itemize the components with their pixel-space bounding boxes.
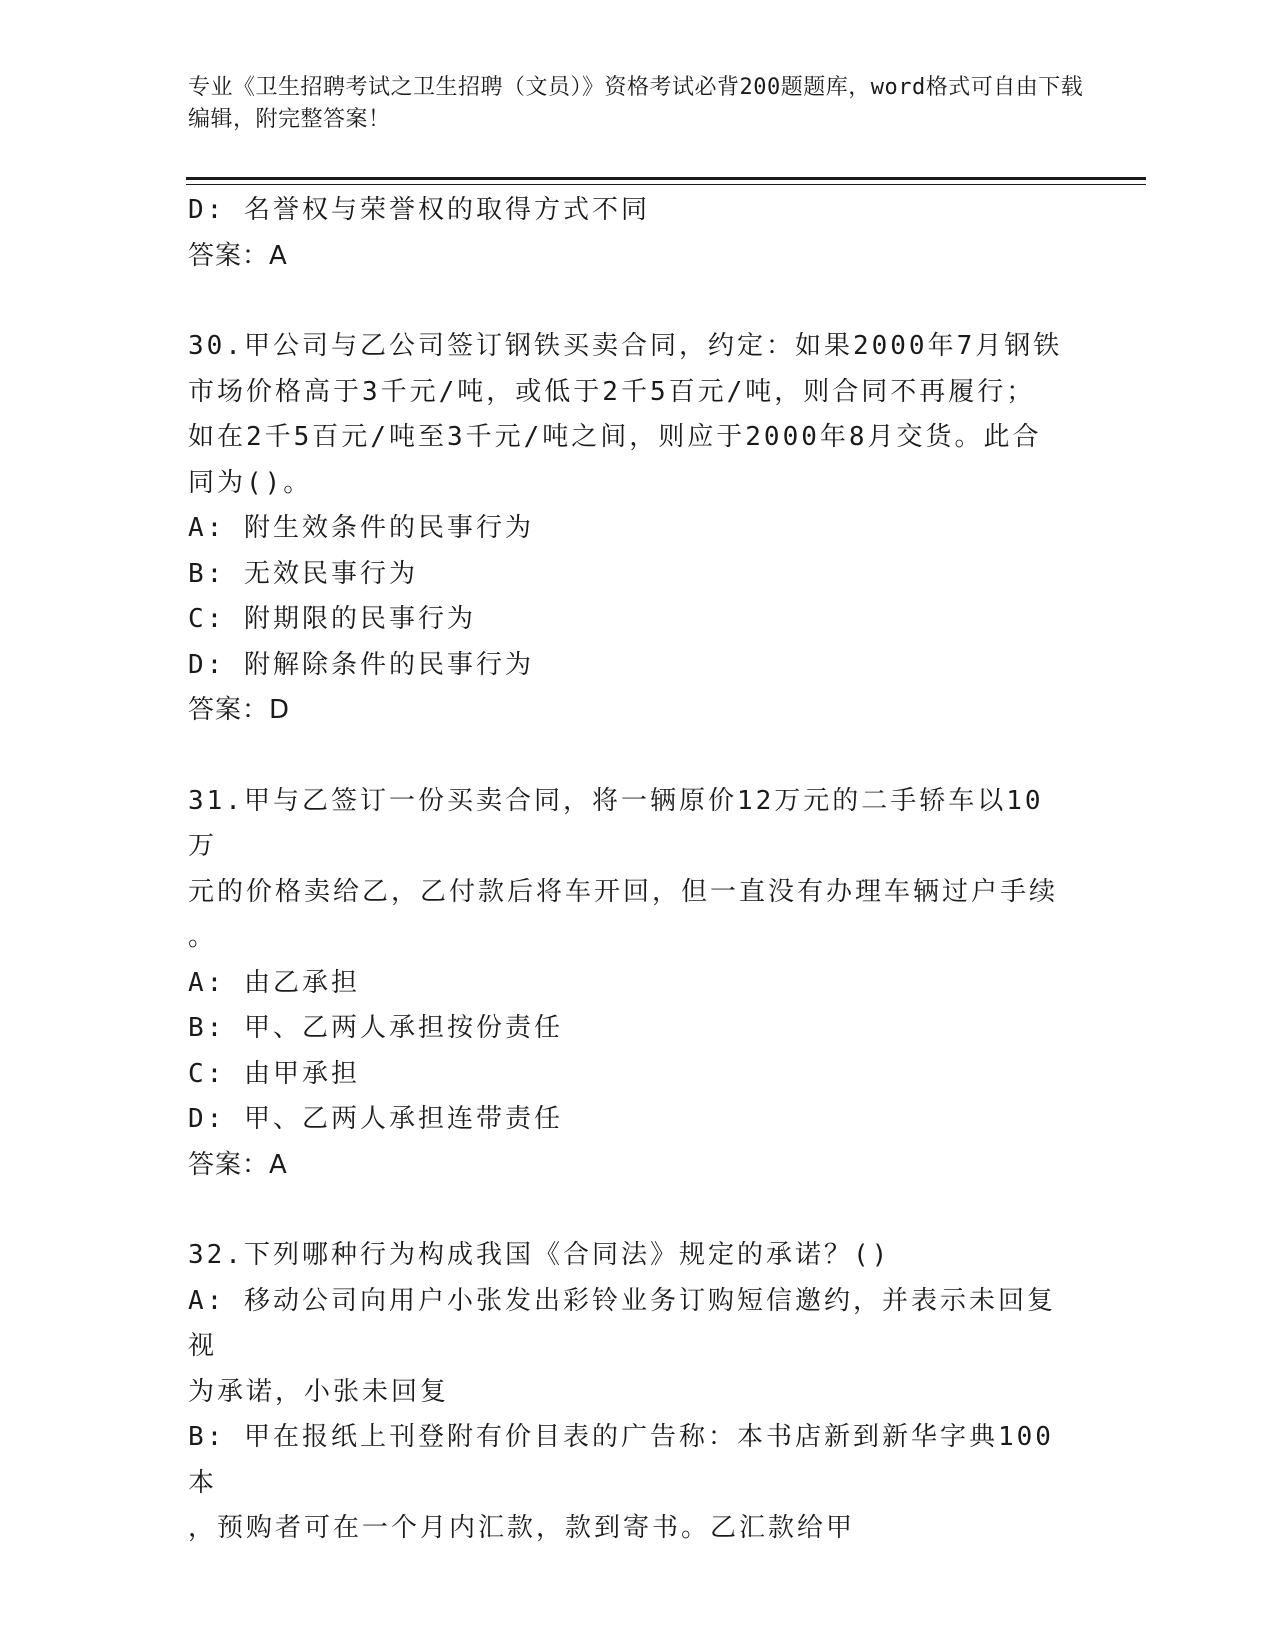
option-line: ，预购者可在一个月内汇款，款到寄书。乙汇款给甲	[188, 1513, 856, 1543]
question-32	[188, 1233, 1068, 1552]
spacer	[188, 279, 1068, 324]
option-line: A: 移动公司向用户小张发出彩铃业务订购短信邀约，并表示未回复视	[188, 1285, 1056, 1361]
spacer	[188, 734, 1068, 779]
header-rule-thin	[186, 184, 1146, 185]
question-stem-line: 市场价格高于3千元/吨，或低于2千5百元/吨，则合同不再履行；	[188, 376, 1036, 407]
previous-question	[188, 188, 1068, 279]
option-a: A: 附生效条件的民事行为	[188, 513, 534, 543]
question-stem-line: 30.甲公司与乙公司签订钢铁买卖合同，约定：如果2000年7月钢铁	[188, 331, 1063, 361]
page-header: 专业《卫生招聘考试之卫生招聘（文员）》资格考试必背200题题库，word格式可自由下载编辑，附完整答案！	[188, 75, 1084, 132]
question-stem-line: 同为()。	[188, 467, 313, 498]
question-31	[188, 779, 1068, 1189]
answer: 答案：D	[188, 695, 291, 725]
question-stem-line: 。	[188, 922, 218, 952]
option-c: C: 附期限的民事行为	[188, 604, 476, 634]
option-line: 为承诺，小张未回复	[188, 1376, 450, 1407]
question-stem-line: 元的价格卖给乙，乙付款后将车开回，但一直没有办理车辆过户手续	[188, 876, 1059, 907]
option-a: A: 由乙承担	[188, 967, 360, 998]
question-stem-line: 如在2千5百元/吨至3千元/吨之间，则应于2000年8月交货。此合	[188, 422, 1042, 452]
answer: 答案：A	[188, 1149, 288, 1180]
spacer	[188, 1188, 1068, 1233]
document-body	[188, 188, 1068, 1552]
answer: 答案：A	[188, 240, 288, 271]
option-d: D: 名誉权与荣誉权的取得方式不同	[188, 195, 650, 225]
option-line: B: 甲在报纸上刊登附有价目表的广告称：本书店新到新华字典100本	[188, 1422, 1054, 1498]
question-30	[188, 324, 1068, 734]
option-d: D: 附解除条件的民事行为	[188, 649, 534, 680]
option-b: B: 甲、乙两人承担按份责任	[188, 1013, 563, 1043]
header-rule-thick	[186, 177, 1146, 180]
question-stem-line: 31.甲与乙签订一份买卖合同，将一辆原价12万元的二手轿车以10万	[188, 785, 1044, 861]
option-c: C: 由甲承担	[188, 1058, 360, 1089]
option-d: D: 甲、乙两人承担连带责任	[188, 1104, 563, 1134]
question-stem-line: 32.下列哪种行为构成我国《合同法》规定的承诺？()	[188, 1240, 891, 1270]
option-b: B: 无效民事行为	[188, 558, 418, 589]
